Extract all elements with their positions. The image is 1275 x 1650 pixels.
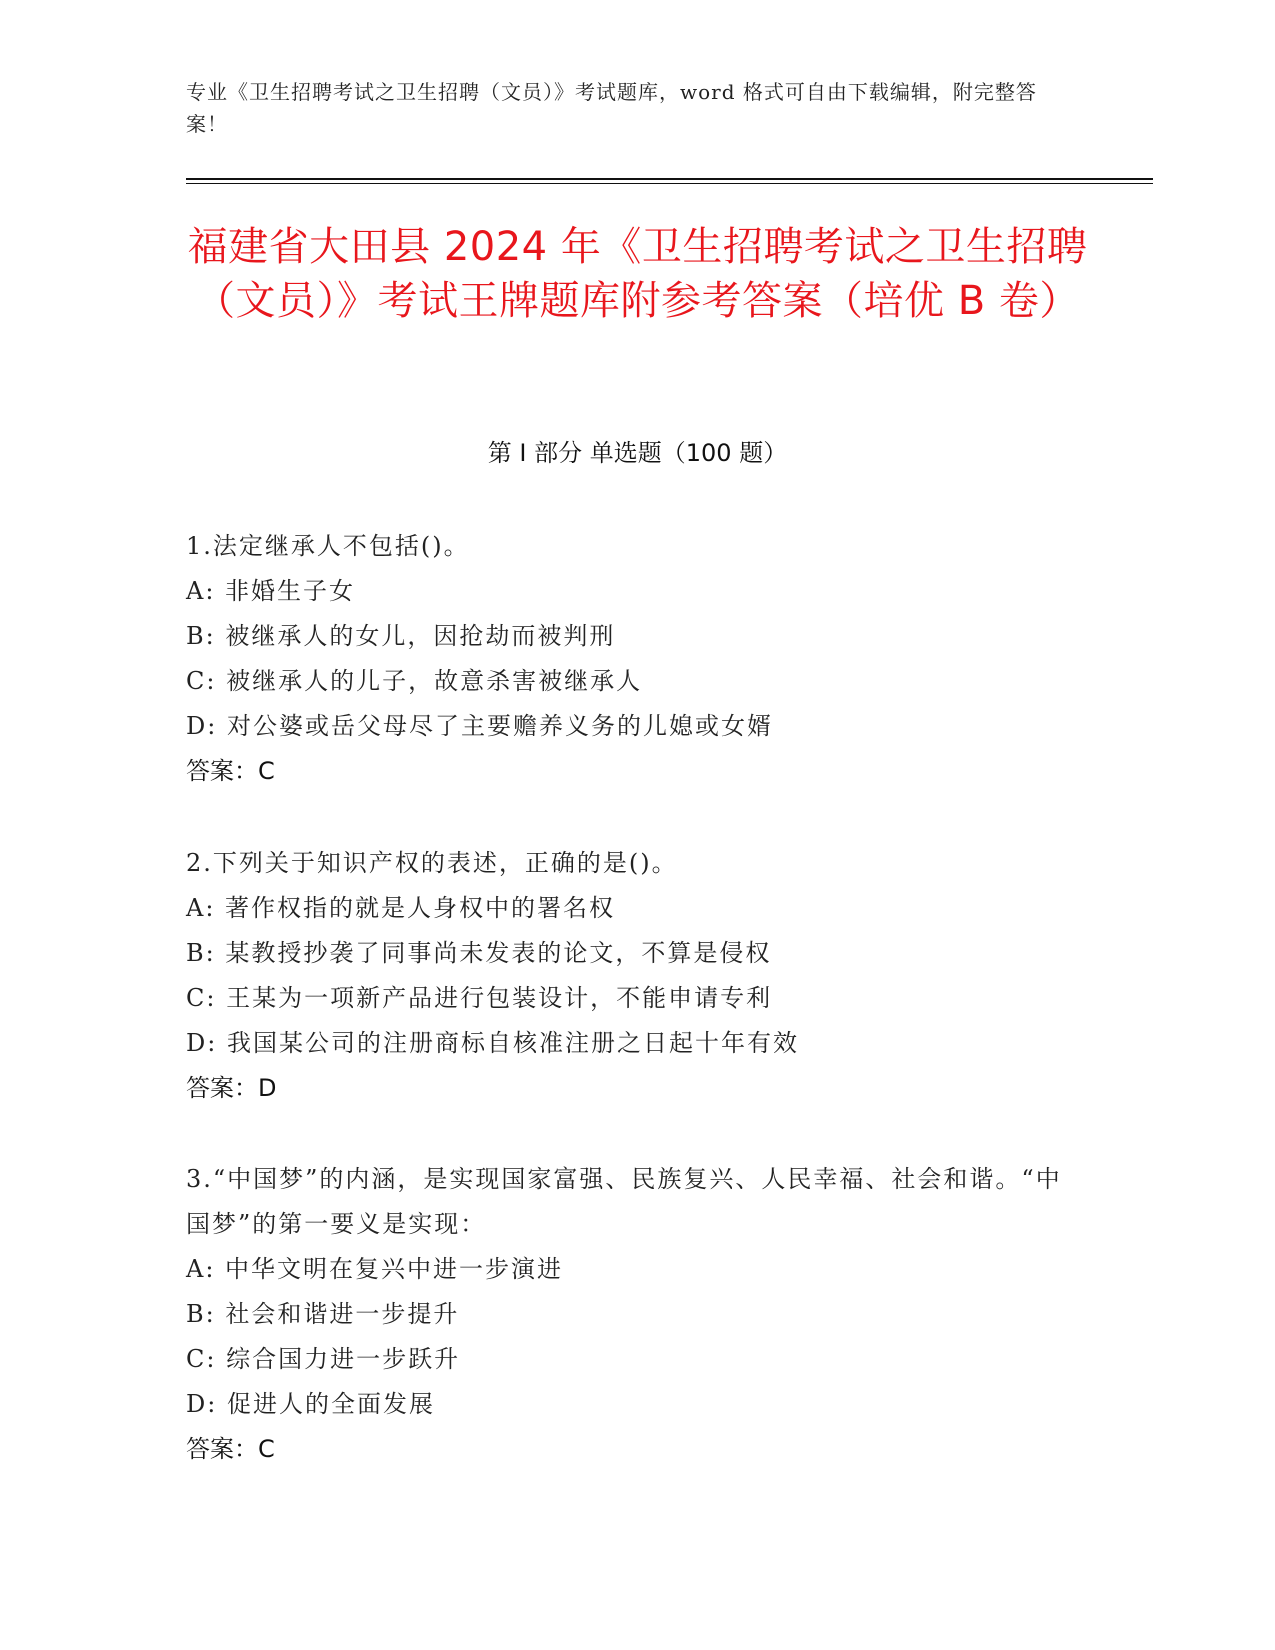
option-d: D: 促进人的全面发展 xyxy=(186,1390,435,1418)
answer-line: 答案：C xyxy=(186,757,275,785)
option-a: A: 非婚生子女 xyxy=(186,577,356,605)
option-d: D: 对公婆或岳父母尽了主要赡养义务的儿媳或女婿 xyxy=(186,712,773,740)
option-d: D: 我国某公司的注册商标自核准注册之日起十年有效 xyxy=(186,1029,799,1057)
option-a: A: 中华文明在复兴中进一步演进 xyxy=(186,1255,564,1283)
question-item xyxy=(186,524,1066,794)
question-item xyxy=(186,841,1066,1111)
option-a: A: 著作权指的就是人身权中的署名权 xyxy=(186,894,616,922)
question-stem: 2.下列关于知识产权的表述，正确的是()。 xyxy=(186,849,678,877)
document-title: 福建省大田县 2024 年《卫生招聘考试之卫生招聘（文员）》考试王牌题库附参考答案（培优 B 卷） xyxy=(187,224,1088,324)
header-note: 专业《卫生招聘考试之卫生招聘（文员）》考试题库，word 格式可自由下载编辑，附完整答案！ xyxy=(186,80,1037,136)
question-stem: 3.“中国梦”的内涵，是实现国家富强、民族复兴、人民幸福、社会和谐。“中国梦”的第一要义是实现： xyxy=(186,1165,1062,1238)
option-c: C: 王某为一项新产品进行包装设计，不能申请专利 xyxy=(186,984,773,1012)
answer-line: 答案：C xyxy=(186,1435,275,1463)
question-stem: 1.法定继承人不包括()。 xyxy=(186,532,470,560)
option-c: C: 综合国力进一步跃升 xyxy=(186,1345,461,1373)
header-divider-thick xyxy=(186,178,1153,180)
section-heading: 第 I 部分 单选题（100 题） xyxy=(487,439,788,467)
option-b: B: 社会和谐进一步提升 xyxy=(186,1300,460,1328)
option-b: B: 某教授抄袭了同事尚未发表的论文，不算是侵权 xyxy=(186,939,772,967)
option-b: B: 被继承人的女儿，因抢劫而被判刑 xyxy=(186,622,616,650)
header-divider-thin xyxy=(186,183,1153,184)
question-item xyxy=(186,1157,1066,1472)
answer-line: 答案：D xyxy=(186,1074,277,1102)
option-c: C: 被继承人的儿子，故意杀害被继承人 xyxy=(186,667,643,695)
